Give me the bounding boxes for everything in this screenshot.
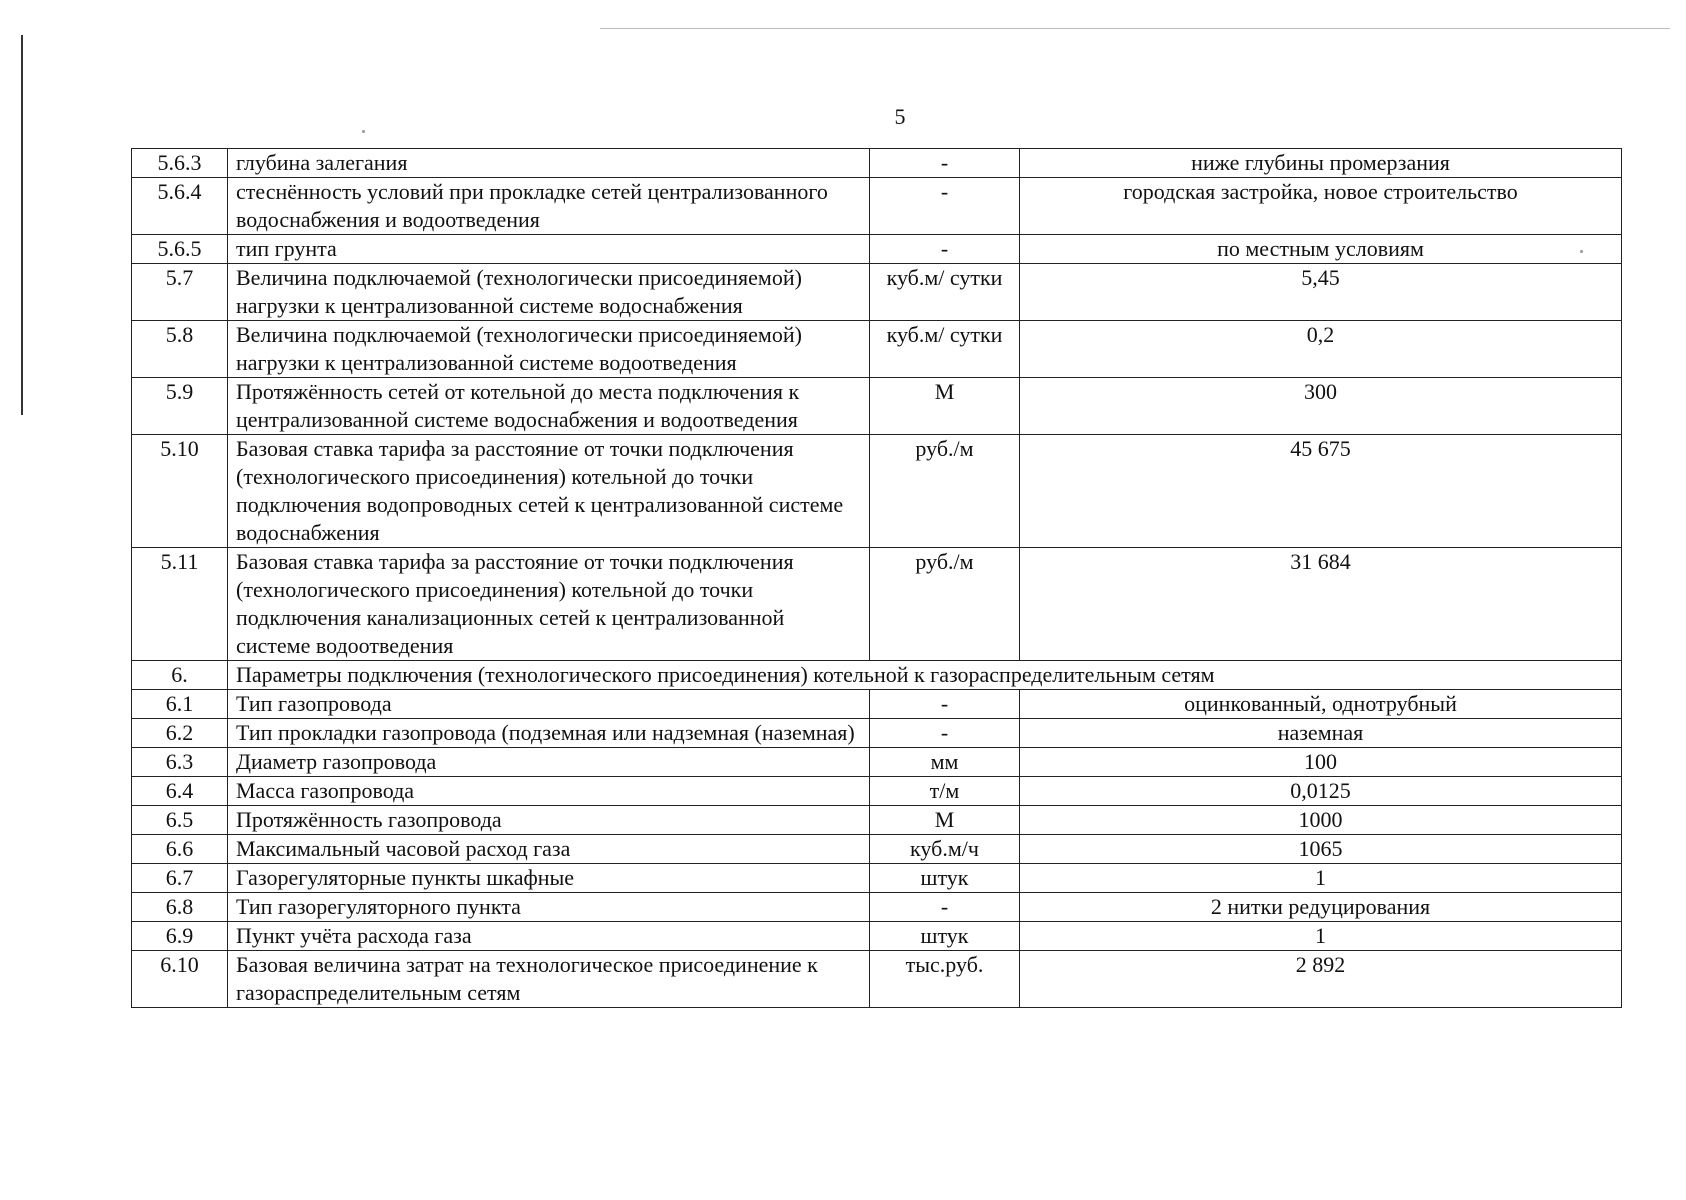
table-row [132,951,1622,1008]
row-number: 5.9 [132,378,228,435]
table-row [132,548,1622,661]
row-parameter: Газорегуляторные пункты шкафные [228,864,870,893]
row-value: 5,45 [1020,264,1622,321]
row-number: 5.6.3 [132,149,228,178]
scan-border-top [600,28,1670,29]
row-number: 5.8 [132,321,228,378]
row-unit: М [870,378,1020,435]
table-row [132,435,1622,548]
table-row [132,149,1622,178]
row-unit: - [870,178,1020,235]
row-parameter: Величина подключаемой (технологически присоединяемой) нагрузки к централизованной системе водоснабжения [228,264,870,321]
row-number: 5.7 [132,264,228,321]
table-row [132,178,1622,235]
row-value: 1 [1020,864,1622,893]
section-title: Параметры подключения (технологического присоединения) котельной к газораспределительным сетям [228,661,1622,690]
row-number: 6.4 [132,777,228,806]
section-row [132,661,1622,690]
scan-border-left [21,35,23,415]
row-parameter: Максимальный часовой расход газа [228,835,870,864]
row-parameter: глубина залегания [228,149,870,178]
row-value: 31 684 [1020,548,1622,661]
row-unit: куб.м/ч [870,835,1020,864]
row-parameter: Тип газопровода [228,690,870,719]
row-value: оцинкованный, однотрубный [1020,690,1622,719]
table-row [132,777,1622,806]
row-number: 5.10 [132,435,228,548]
table-row [132,264,1622,321]
row-parameter: Тип газорегуляторного пункта [228,893,870,922]
row-value: 2 нитки редуцирования [1020,893,1622,922]
table-row [132,835,1622,864]
row-unit: мм [870,748,1020,777]
table-row [132,378,1622,435]
row-parameter: Протяжённость сетей от котельной до места подключения к централизованной системе водоснабжения и водоотведения [228,378,870,435]
row-unit: - [870,690,1020,719]
row-parameter: Протяжённость газопровода [228,806,870,835]
table-row [132,235,1622,264]
page-number: 5 [894,104,906,129]
row-value: наземная [1020,719,1622,748]
row-parameter: Базовая ставка тарифа за расстояние от точки подключения (технологического присоединения) котельной до точки подключения водопроводных сетей к централизованной системе водоснабжения [228,435,870,548]
table-row [132,922,1622,951]
row-parameter: Пункт учёта расхода газа [228,922,870,951]
row-parameter: стеснённость условий при прокладке сетей централизованного водоснабжения и водоотведения [228,178,870,235]
row-value: 300 [1020,378,1622,435]
row-value: городская застройка, новое строительство [1020,178,1622,235]
row-unit: - [870,235,1020,264]
row-value: по местным условиям [1020,235,1622,264]
parameters-table [131,148,1622,1008]
row-unit: тыс.руб. [870,951,1020,1008]
row-parameter: Величина подключаемой (технологически присоединяемой) нагрузки к централизованной системе водоотведения [228,321,870,378]
table-row [132,748,1622,777]
row-value: 1065 [1020,835,1622,864]
row-number: 6.7 [132,864,228,893]
table-row [132,321,1622,378]
table-row [132,719,1622,748]
row-number: 6.9 [132,922,228,951]
table-row [132,864,1622,893]
row-number: 6.2 [132,719,228,748]
scan-speck [1580,250,1583,253]
row-value: 0,0125 [1020,777,1622,806]
row-value: 100 [1020,748,1622,777]
row-parameter: Диаметр газопровода [228,748,870,777]
row-unit: руб./м [870,548,1020,661]
row-value: 1 [1020,922,1622,951]
row-unit: штук [870,864,1020,893]
row-unit: т/м [870,777,1020,806]
row-parameter: Базовая ставка тарифа за расстояние от точки подключения (технологического присоединения) котельной до точки подключения канализационных сетей к централизованной системе водоотведения [228,548,870,661]
row-parameter: тип грунта [228,235,870,264]
table-row [132,806,1622,835]
row-unit: - [870,719,1020,748]
row-number: 6.8 [132,893,228,922]
row-number: 6.3 [132,748,228,777]
row-number: 5.11 [132,548,228,661]
row-unit: руб./м [870,435,1020,548]
row-number: 5.6.5 [132,235,228,264]
row-unit: куб.м/ сутки [870,321,1020,378]
row-unit: - [870,893,1020,922]
row-number: 6.5 [132,806,228,835]
row-number: 6.6 [132,835,228,864]
section-number: 6. [132,661,228,690]
row-unit: М [870,806,1020,835]
table-row [132,893,1622,922]
row-number: 5.6.4 [132,178,228,235]
row-parameter: Тип прокладки газопровода (подземная или надземная (наземная) [228,719,870,748]
row-value: 2 892 [1020,951,1622,1008]
row-parameter: Масса газопровода [228,777,870,806]
row-number: 6.1 [132,690,228,719]
row-unit: - [870,149,1020,178]
row-value: 0,2 [1020,321,1622,378]
scan-speck [362,130,365,133]
row-value: ниже глубины промерзания [1020,149,1622,178]
row-unit: штук [870,922,1020,951]
row-parameter: Базовая величина затрат на технологическое присоединение к газораспределительным сетям [228,951,870,1008]
row-number: 6.10 [132,951,228,1008]
table-row [132,690,1622,719]
row-unit: куб.м/ сутки [870,264,1020,321]
row-value: 45 675 [1020,435,1622,548]
row-value: 1000 [1020,806,1622,835]
